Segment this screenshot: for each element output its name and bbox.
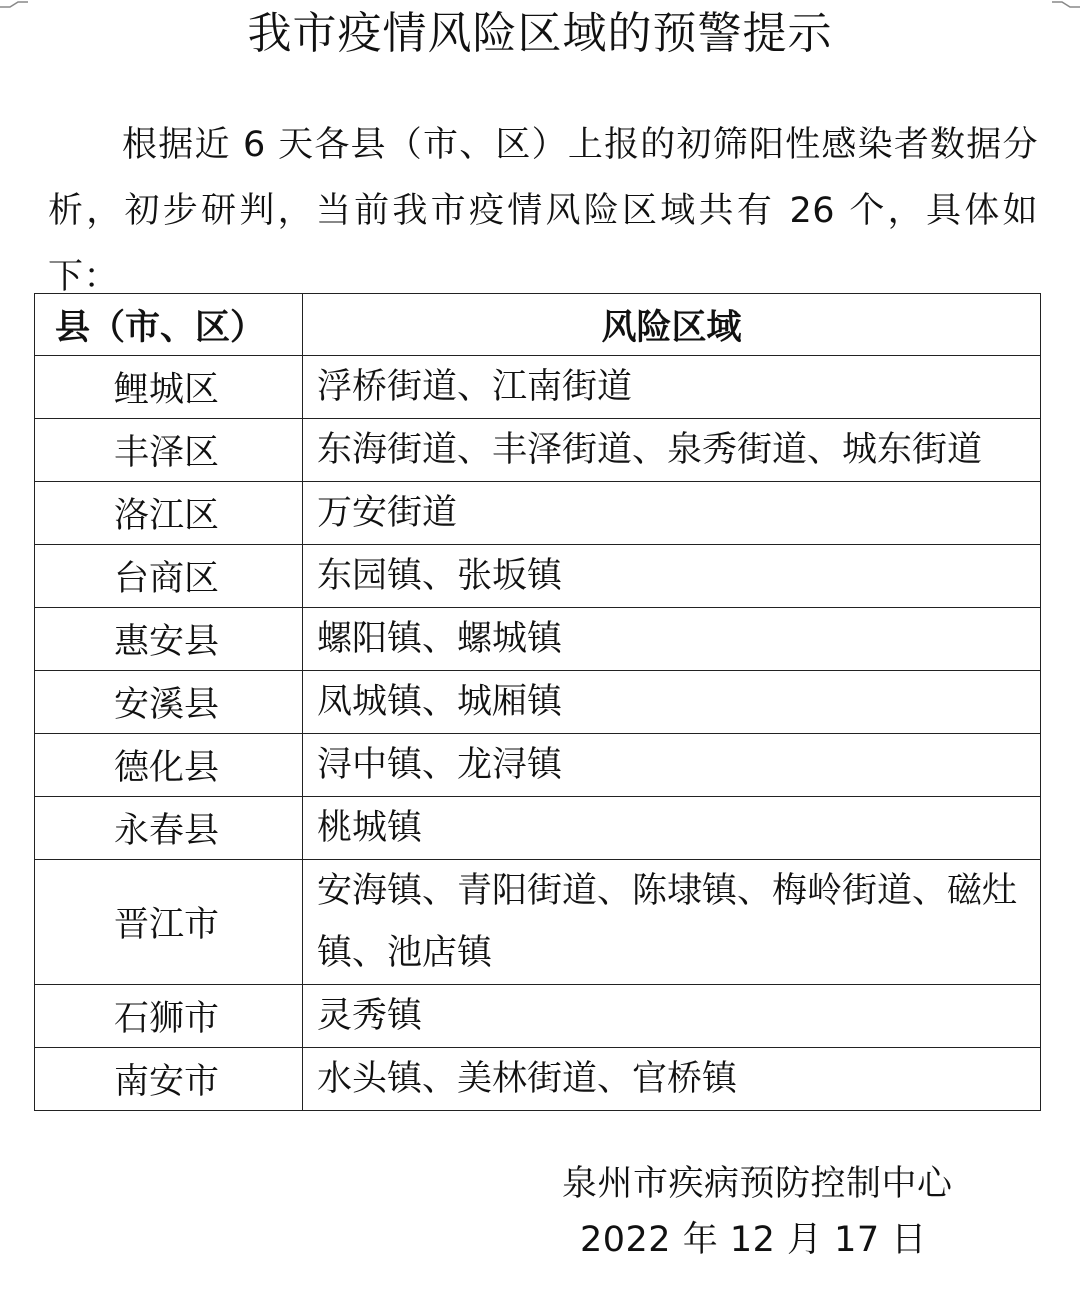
areas-cell: 安海镇、青阳街道、陈埭镇、梅岭街道、磁灶镇、池店镇 [303,860,1041,985]
areas-cell: 桃城镇 [303,797,1041,860]
table-header-row [35,294,1041,356]
table-row [35,671,1041,734]
areas-cell: 万安街道 [303,482,1041,545]
county-cell: 鲤城区 [35,356,303,419]
areas-cell: 螺阳镇、螺城镇 [303,608,1041,671]
table-row [35,797,1041,860]
risk-area-table [34,293,1041,1111]
county-cell: 丰泽区 [35,419,303,482]
area-column-header: 风险区域 [303,294,1041,356]
areas-cell: 东海街道、丰泽街道、泉秀街道、城东街道 [303,419,1041,482]
county-cell: 洛江区 [35,482,303,545]
table-row [35,734,1041,797]
table-row [35,985,1041,1048]
issuing-organization: 泉州市疾病预防控制中心 [562,1164,953,1204]
page-title: 我市疫情风险区域的预警提示 [247,8,833,59]
issue-date: 2022 年 12 月 17 日 [580,1220,927,1260]
county-column-header: 县（市、区） [35,294,303,356]
table-row [35,419,1041,482]
table-row [35,608,1041,671]
areas-cell: 浮桥街道、江南街道 [303,356,1041,419]
areas-cell: 东园镇、张坂镇 [303,545,1041,608]
county-cell: 惠安县 [35,608,303,671]
table-row [35,860,1041,985]
county-cell: 安溪县 [35,671,303,734]
county-cell: 石狮市 [35,985,303,1048]
table-row [35,545,1041,608]
table-row [35,1048,1041,1111]
intro-paragraph: 根据近 6 天各县（市、区）上报的初筛阳性感染者数据分析，初步研判，当前我市疫情风险区域共有 26 个，具体如下： [48,125,1038,297]
areas-cell: 浔中镇、龙浔镇 [303,734,1041,797]
county-cell: 南安市 [35,1048,303,1111]
areas-cell: 灵秀镇 [303,985,1041,1048]
table-row [35,356,1041,419]
areas-cell: 水头镇、美林街道、官桥镇 [303,1048,1041,1111]
table-row [35,482,1041,545]
county-cell: 德化县 [35,734,303,797]
county-cell: 晋江市 [35,860,303,985]
county-cell: 台商区 [35,545,303,608]
county-cell: 永春县 [35,797,303,860]
areas-cell: 凤城镇、城厢镇 [303,671,1041,734]
